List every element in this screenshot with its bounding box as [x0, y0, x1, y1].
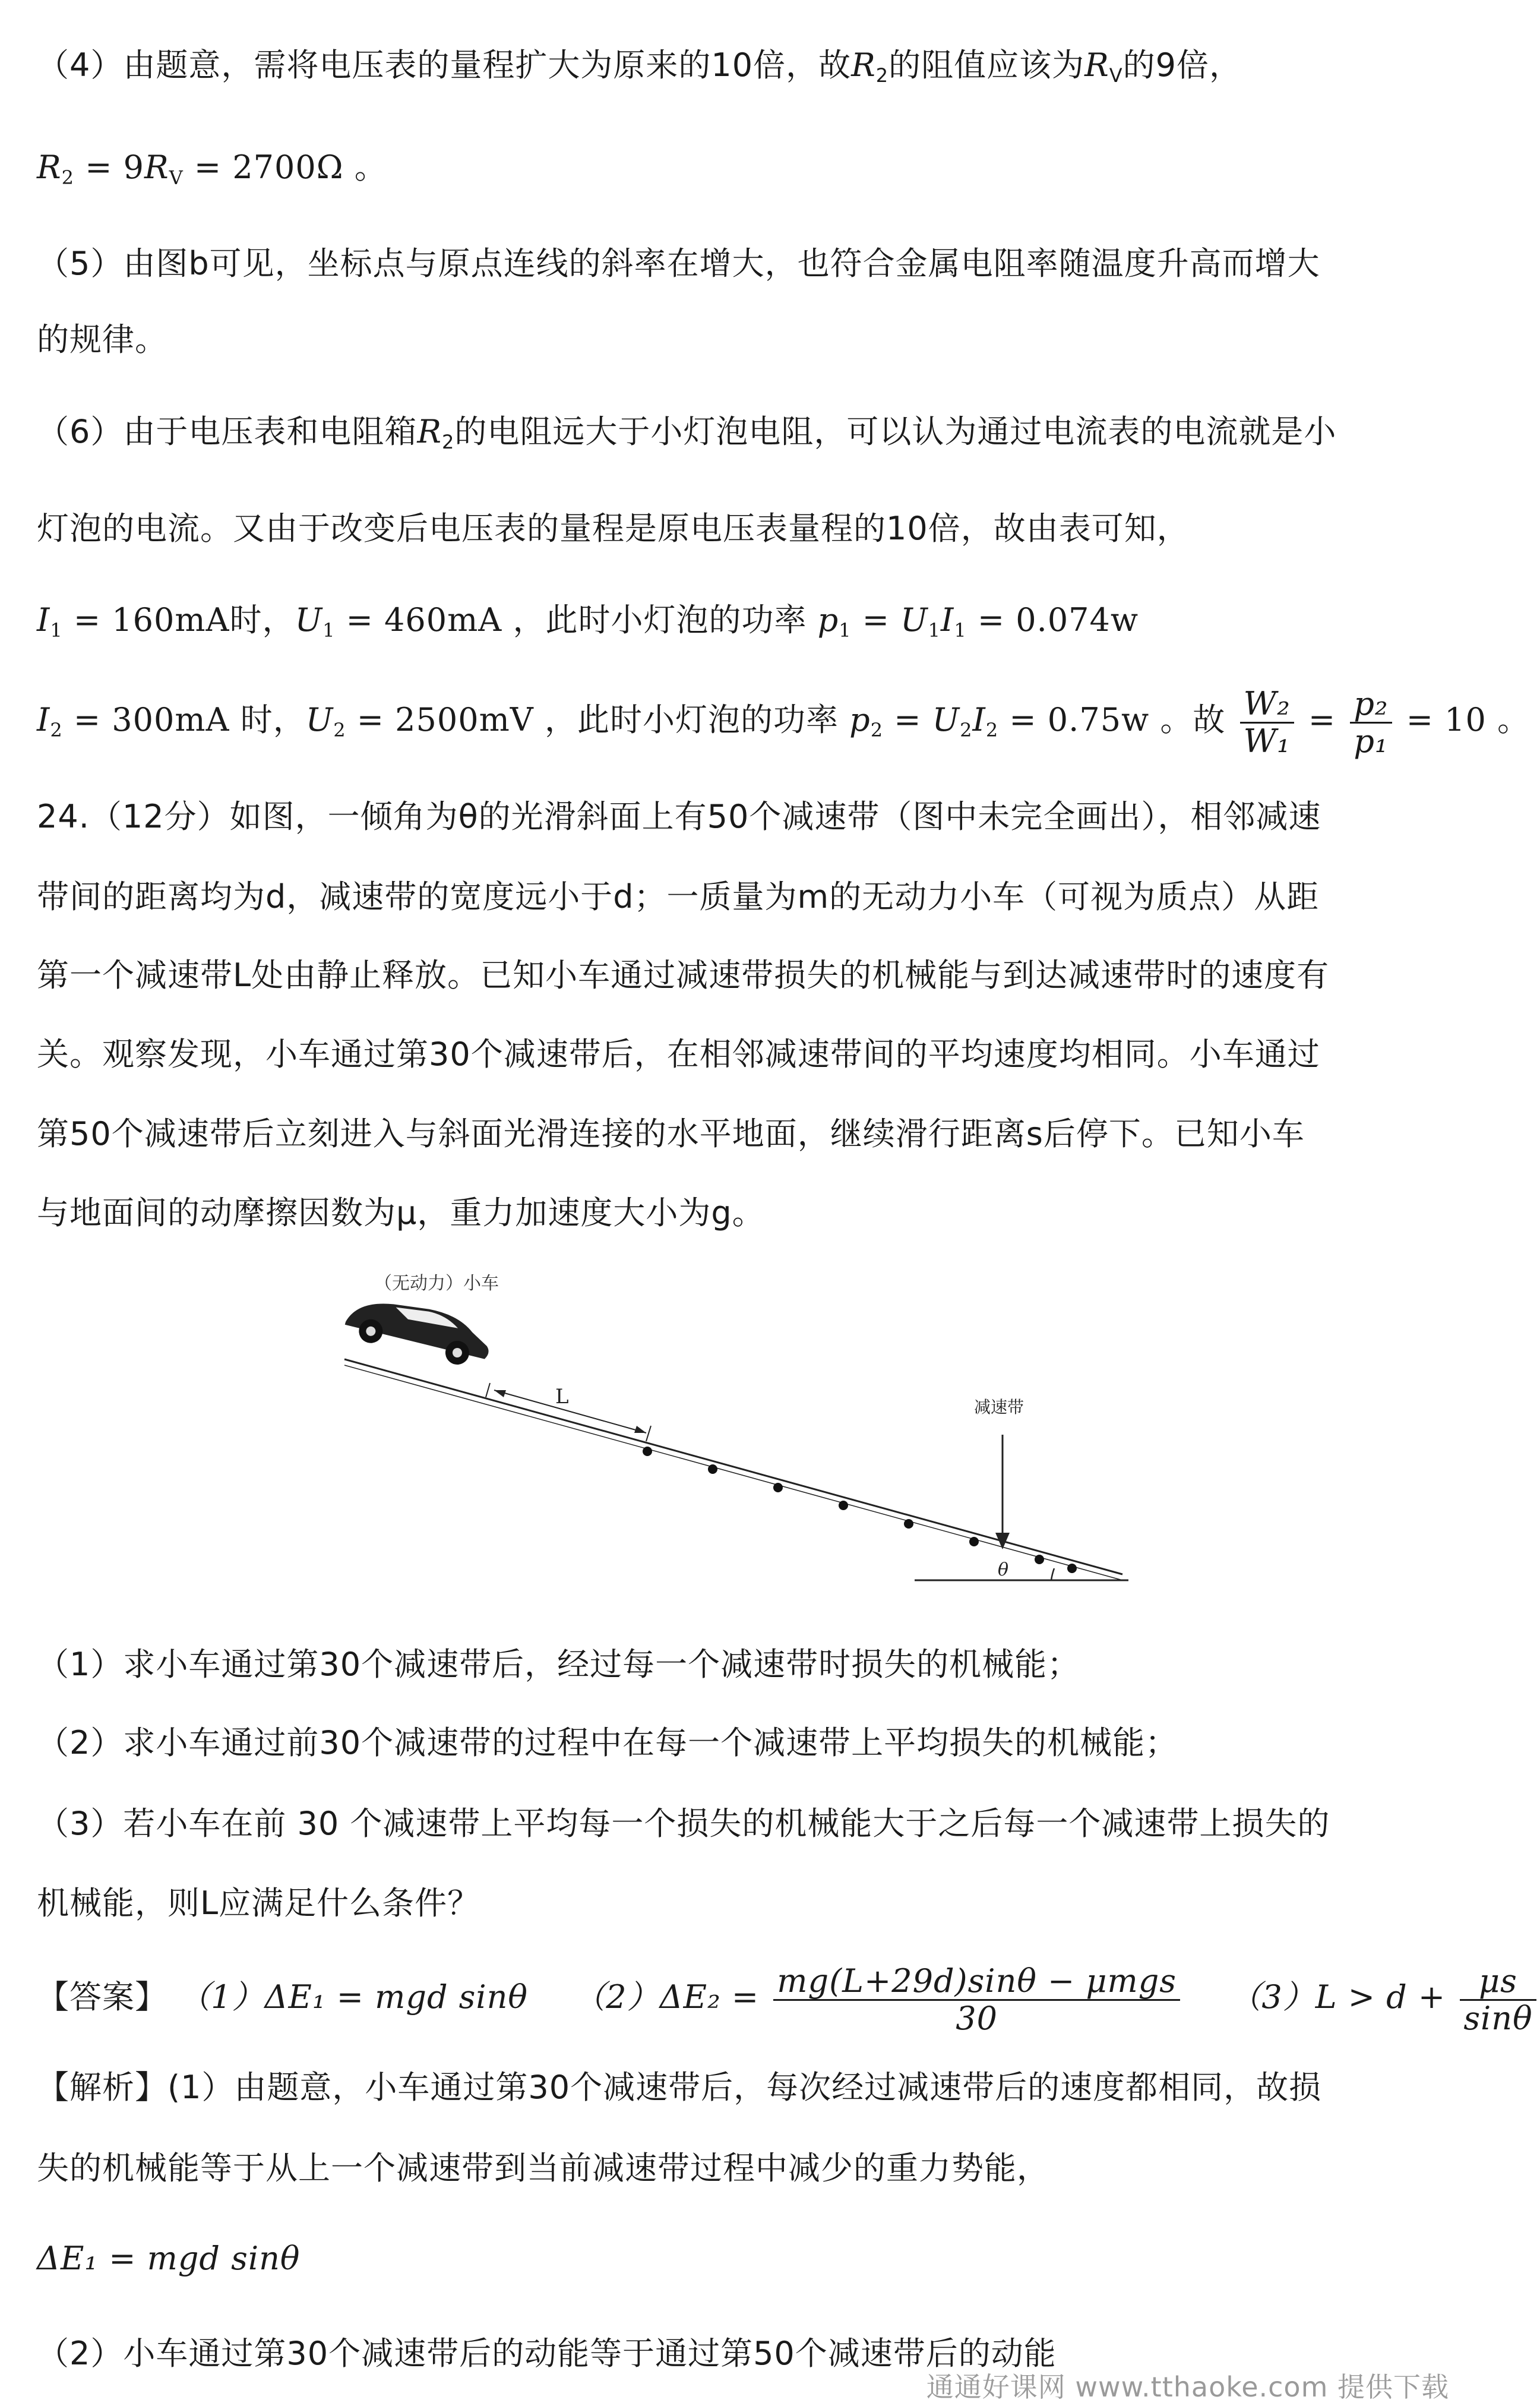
car-icon	[342, 1288, 496, 1374]
text: =	[851, 601, 901, 639]
speed-bump-dot	[1067, 1564, 1077, 1573]
p4-line1	[37, 46, 1443, 94]
answer-2-fraction	[773, 1963, 1180, 2036]
subscript: V	[1109, 64, 1123, 87]
symbol-I2: I	[37, 701, 50, 738]
symbol-I2: I	[972, 701, 986, 738]
arrow-head-icon	[634, 1426, 646, 1433]
fraction-W	[1240, 686, 1294, 759]
question-1: （1）求小车通过第30个减速带后，经过每一个减速带时损失的机械能；	[37, 1646, 1080, 1683]
p6-line1	[37, 413, 1443, 461]
p6-line2: 灯泡的电流。又由于改变后电压表的量程是原电压表量程的10倍，故由表可知，	[37, 510, 1190, 547]
p5-line1: （5）由图b可见，坐标点与原点连线的斜率在增大，也符合金属电阻率随温度升高而增大	[37, 245, 1320, 282]
speed-bump-dot	[904, 1519, 913, 1529]
subscript: 1	[954, 619, 967, 642]
dimension-tick	[646, 1426, 651, 1441]
symbol-RV: R	[1084, 46, 1109, 84]
symbol-p1: p	[817, 601, 839, 639]
dimension-tick	[486, 1383, 490, 1397]
text: = 0.074w	[966, 601, 1139, 639]
watermark: 通通好课网 www.tthaoke.com 提供下载	[926, 2371, 1449, 2403]
symbol-p2: p	[849, 701, 871, 738]
answer-2-prefix: （2）ΔE₂ =	[573, 1978, 770, 2016]
angle-label: θ	[998, 1559, 1009, 1580]
symbol-RV: R	[144, 149, 169, 186]
subscript: 2	[442, 431, 455, 453]
q24-line1: 24.（12分）如图，一倾角为θ的光滑斜面上有50个减速带（图中未完全画出），相邻减速	[37, 798, 1321, 835]
fraction-numerator: W₂	[1240, 686, 1294, 724]
q24-line5: 第50个减速带后立刻进入与斜面光滑连接的水平地面，继续滑行距离s后停下。已知小车	[37, 1115, 1305, 1153]
p5-line2: 的规律。	[37, 321, 167, 358]
speed-bump-dot	[969, 1537, 979, 1546]
answer-label: 【答案】	[37, 1978, 167, 2016]
p4-equation	[37, 149, 1443, 197]
subscript: 2	[870, 719, 884, 741]
fraction-denominator: sinθ	[1463, 1999, 1533, 2037]
text: = 160mA时，	[62, 601, 295, 639]
angle-arc	[1051, 1568, 1054, 1580]
fraction-denominator: 30	[956, 1999, 998, 2037]
question-3-line1: （3）若小车在前 30 个减速带上平均每一个损失的机械能大于之后每一个减速带上损失的	[37, 1805, 1330, 1842]
car-label: （无动力）小车	[374, 1273, 499, 1294]
subscript: 2	[61, 166, 75, 189]
speed-bump-dot	[839, 1501, 848, 1510]
fraction-numerator: μs	[1460, 1963, 1536, 2001]
symbol-R2: R	[37, 149, 62, 186]
q24-line4: 关。观察发现，小车通过第30个减速带后，在相邻减速带间的平均速度均相同。小车通过	[37, 1035, 1320, 1073]
incline-figure	[333, 1271, 1128, 1592]
q24-line6: 与地面间的动摩擦因数为μ，重力加速度大小为g。	[37, 1194, 765, 1232]
text: = 300mA 时，	[62, 701, 306, 738]
eq-rhs: = 2700Ω 。	[183, 149, 387, 186]
subscript: 2	[50, 719, 63, 741]
subscript: 2	[985, 719, 999, 741]
analysis-line2: 失的机械能等于从上一个减速带到当前减速带过程中减少的重力势能，	[37, 2149, 1049, 2187]
subscript: 1	[322, 619, 336, 642]
text: = 0.75w 。故	[998, 701, 1237, 738]
q24-line2: 带间的距离均为d，减速带的宽度远小于d；一质量为m的无动力小车（可视为质点）从距	[37, 878, 1320, 915]
arrow-down-icon	[995, 1533, 1010, 1549]
analysis-equation: ΔE₁ = mgd sinθ	[37, 2240, 301, 2277]
text: =	[883, 701, 932, 738]
subscript: 2	[875, 64, 889, 87]
fraction-denominator: W₁	[1243, 722, 1291, 760]
speed-bump-dot	[643, 1447, 652, 1456]
answer-3-fraction	[1460, 1963, 1536, 2036]
text: = 460mA ，此时小灯泡的功率	[335, 601, 818, 639]
analysis-line1: 【解析】(1）由题意，小车通过第30个减速带后，每次经过减速带后的速度都相同，故损	[37, 2069, 1322, 2106]
symbol-I1: I	[37, 601, 50, 639]
analysis-line4: （2）小车通过第30个减速带后的动能等于通过第50个减速带后的动能	[37, 2335, 1057, 2372]
symbol-U1: U	[900, 601, 928, 639]
fraction-numerator: mg(L+29d)sinθ − μmgs	[773, 1963, 1180, 2001]
subscript: 1	[50, 619, 63, 642]
subscript: 2	[333, 719, 346, 741]
subscript: 1	[928, 619, 941, 642]
text: = 2500mV ，此时小灯泡的功率	[346, 701, 850, 738]
speed-bump-label: 减速带	[974, 1397, 1024, 1417]
symbol-U2: U	[305, 701, 334, 738]
symbol-R2: R	[417, 413, 442, 450]
p6-line4	[37, 683, 1530, 767]
answer-3-prefix: （3）L > d +	[1229, 1978, 1457, 2016]
p6-line3	[37, 601, 1443, 649]
fraction-denominator: p₁	[1354, 722, 1389, 760]
question-2: （2）求小车通过前30个减速带的过程中在每一个减速带上平均损失的机械能；	[37, 1724, 1178, 1761]
p4-text-b: 的阻值应该为	[888, 46, 1085, 84]
fraction-p	[1350, 686, 1392, 759]
subscript: 1	[839, 619, 852, 642]
question-3-line2: 机械能，则L应满足什么条件？	[37, 1884, 480, 1922]
arrow-head-icon	[494, 1390, 506, 1397]
subscript: V	[169, 166, 184, 189]
speed-bump-dot	[708, 1464, 717, 1474]
p4-text-c: 的9倍，	[1122, 46, 1242, 84]
p6-text-a: （6）由于电压表和电阻箱	[37, 413, 418, 450]
speed-bump-dot	[773, 1483, 783, 1492]
text: =	[1297, 701, 1347, 738]
p4-text-a: （4）由题意，需将电压表的量程扩大为原来的10倍，故	[37, 46, 852, 84]
symbol-I1: I	[941, 601, 954, 639]
text: = 10 。	[1395, 701, 1530, 738]
subscript: 2	[960, 719, 973, 741]
L-dimension	[494, 1390, 646, 1433]
p6-text-b: 的电阻远大于小灯泡电阻，可以认为通过电流表的电流就是小	[454, 413, 1337, 450]
fraction-numerator: p₂	[1350, 686, 1392, 724]
answer-1: （1）ΔE₁ = mgd sinθ	[178, 1978, 528, 2016]
L-label: L	[555, 1385, 569, 1409]
q24-line3: 第一个减速带L处由静止释放。已知小车通过减速带损失的机械能与到达减速带时的速度有	[37, 956, 1330, 994]
eq-mid: = 9	[74, 149, 144, 186]
speed-bump-dot	[1035, 1555, 1044, 1564]
symbol-U2: U	[932, 701, 960, 738]
symbol-R2: R	[851, 46, 876, 84]
symbol-U1: U	[295, 601, 323, 639]
incline-line	[344, 1359, 1122, 1574]
